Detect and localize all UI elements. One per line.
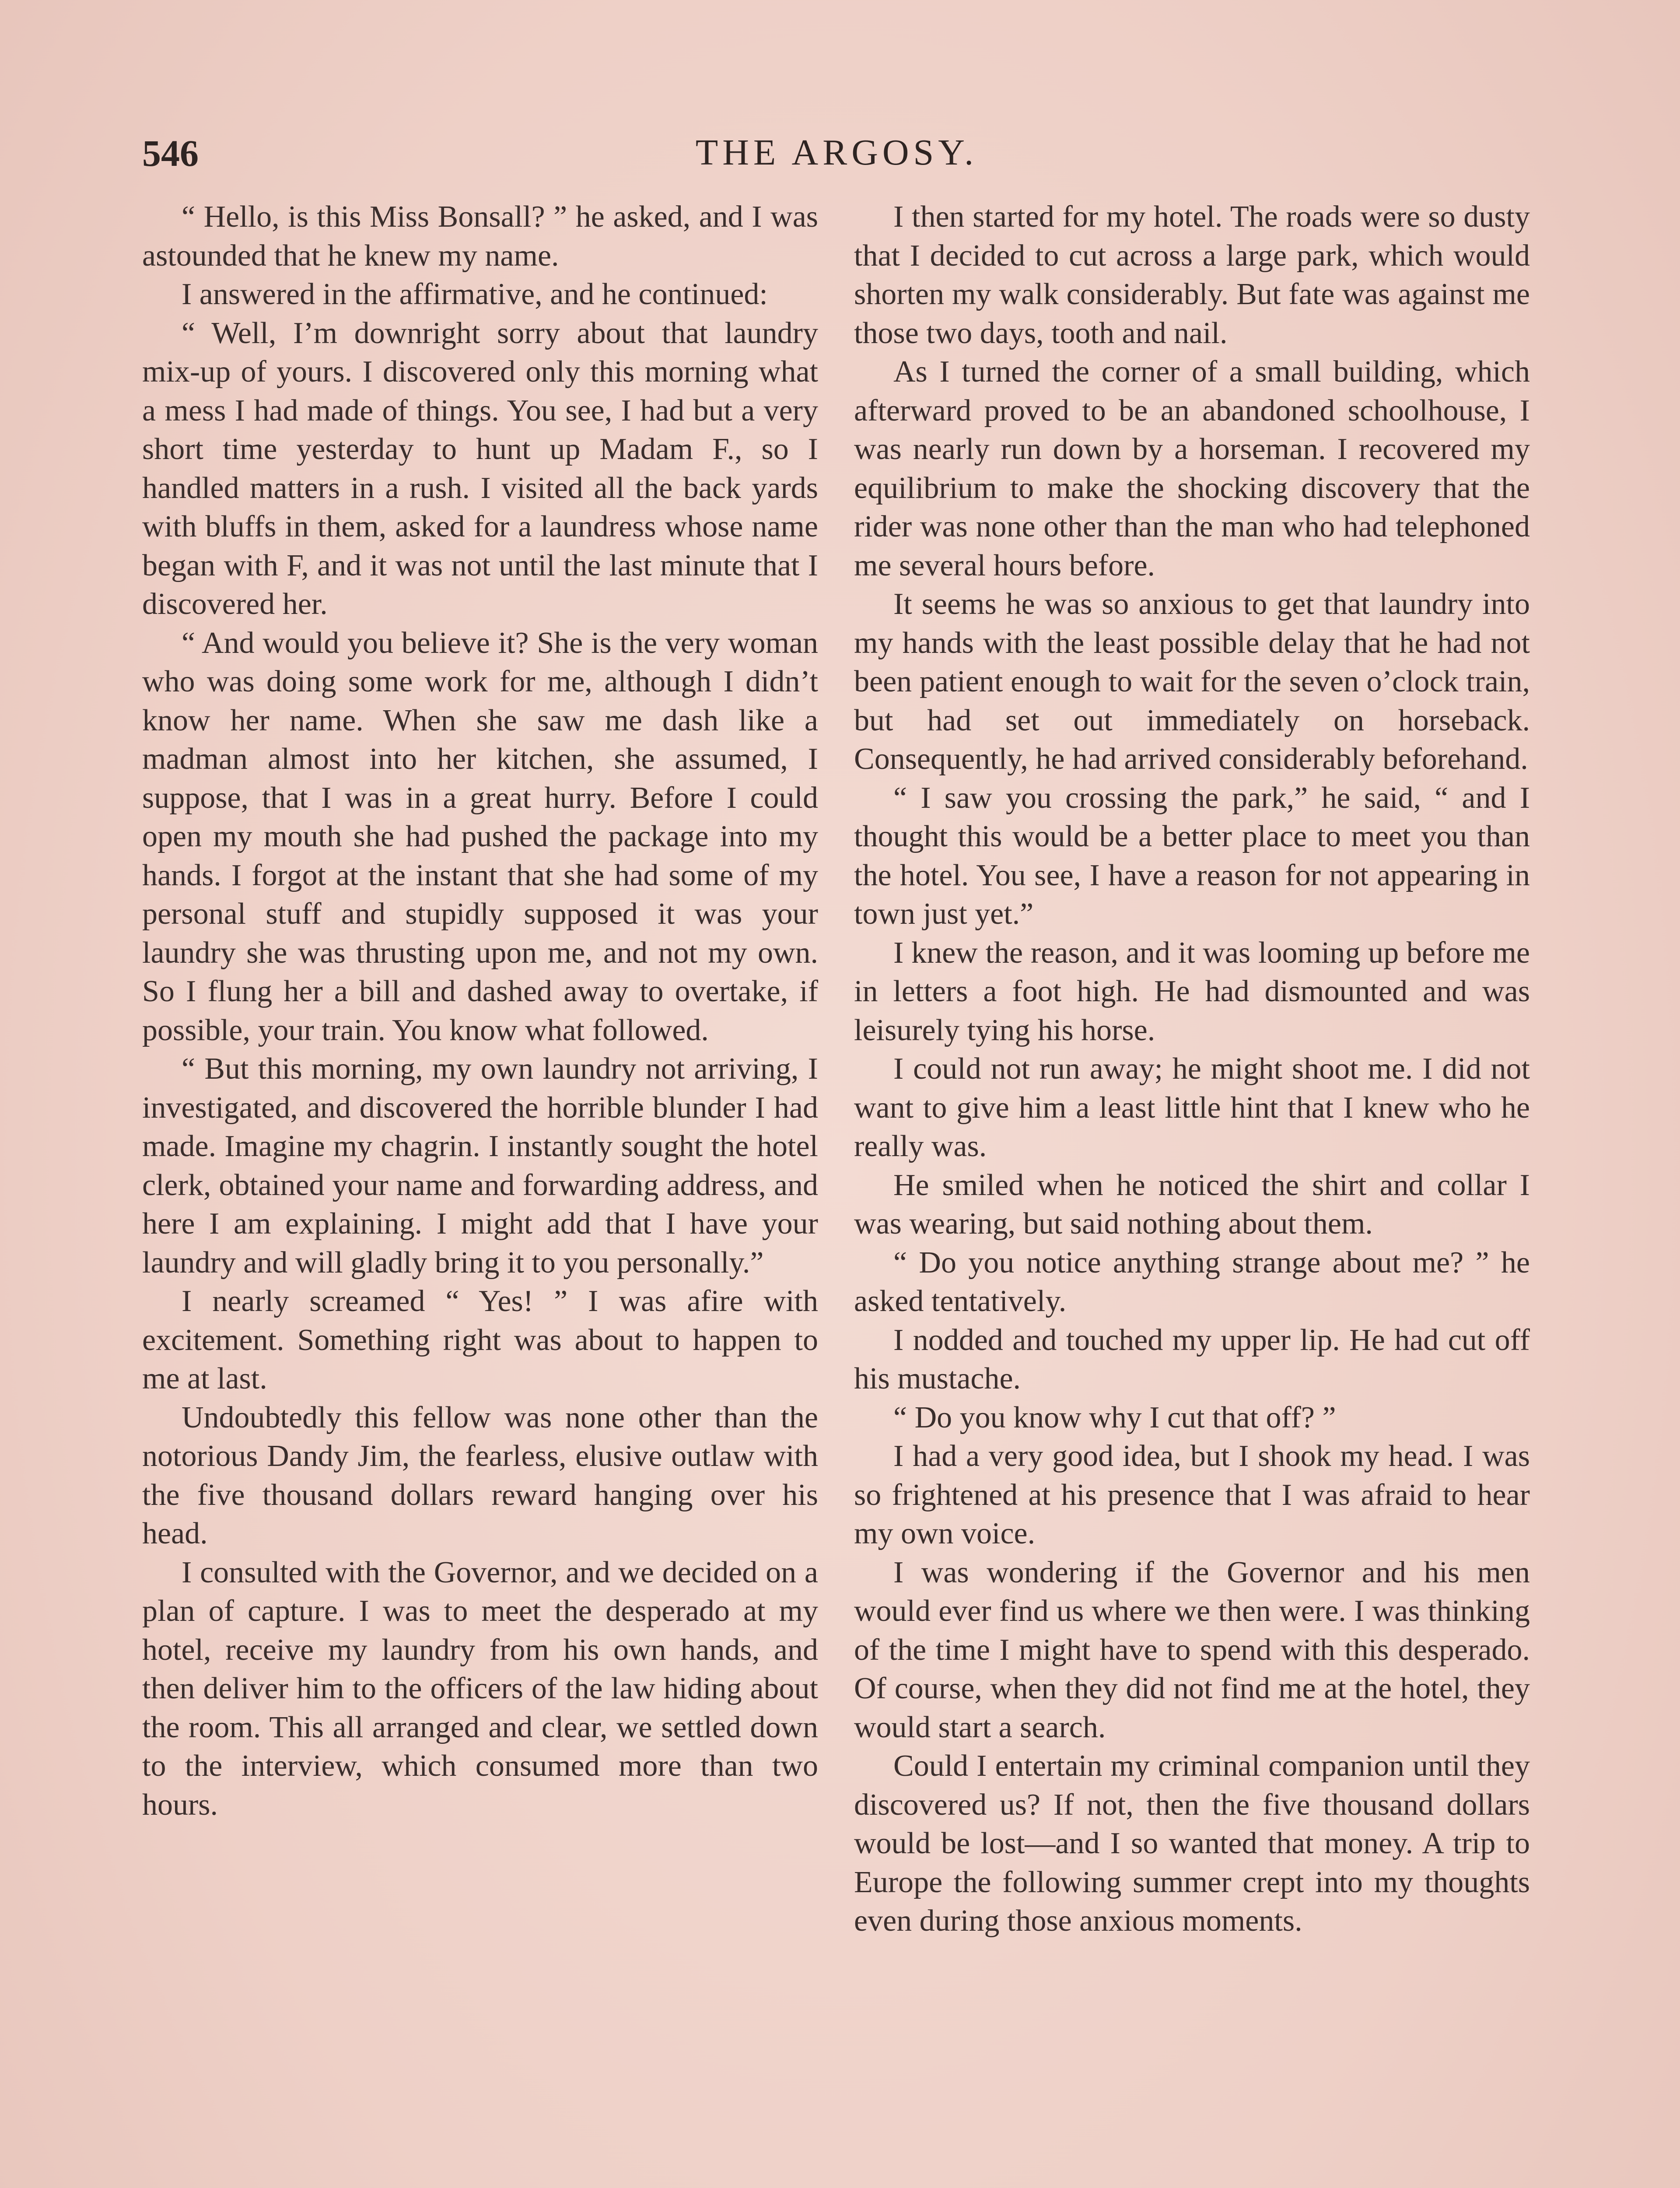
paragraph: “ Do you know why I cut that off? ” <box>893 1400 1336 1434</box>
paragraph: I was wondering if the Governor and his men would ever find us where we then were. I was thinking of the time I might have to spend with this desperado. Of course, when they did not find me at the hotel, they would start a search. <box>854 1555 1530 1744</box>
paragraph: As I turned the corner of a small building, which afterward proved to be an abandoned schoolhouse, I was nearly run down by a horseman. I recovered my equilibrium to make the shocking discovery that the rider was none other than the man who had telephoned me several hours before. <box>854 355 1530 582</box>
running-title: THE ARGOSY. <box>695 132 978 173</box>
paragraph: I nodded and touched my upper lip. He had cut off his mustache. <box>854 1323 1530 1396</box>
paragraph: I could not run away; he might shoot me. I did not want to give him a least little hint that I knew who he really was. <box>854 1052 1530 1163</box>
paragraph: “ And would you believe it? She is the very woman who was doing some work for me, although I didn’t know her name. When she saw me dash like a madman almost into her kitchen, she assumed, I suppose, that I was in a great hurry. Before I could open my mouth she had pushed the package into my hands. I forgot at the instant that she had some of my personal stuff and stupidly supposed it was your laundry she was thrusting upon me, and not my own. So I flung her a bill and dashed away to overtake, if possible, your train. You know what followed. <box>142 626 818 1047</box>
page-header <box>142 131 1531 179</box>
paragraph: I knew the reason, and it was looming up before me in letters a foot high. He had dismounted and was leisurely tying his horse. <box>854 936 1530 1047</box>
paragraph: “ I saw you crossing the park,” he said, “ and I thought this would be a better place to meet you than the hotel. You see, I have a reason for not appearing in town just yet.” <box>854 781 1530 931</box>
paragraph: I had a very good idea, but I shook my head. I was so frightened at his presence that I was afraid to hear my own voice. <box>854 1439 1530 1550</box>
right-column <box>854 198 1530 1941</box>
page-number: 546 <box>142 132 199 174</box>
paragraph: “ But this morning, my own laundry not arriving, I investigated, and discovered the horrible blunder I had made. Imagine my chagrin. I instantly sought the hotel clerk, obtained your name and forwarding address, and here I am explaining. I might add that I have your laundry and will gladly bring it to you personally.” <box>142 1052 818 1280</box>
left-column <box>142 198 818 1824</box>
paragraph: Could I entertain my criminal companion until they discovered us? If not, then the five thousand dollars would be lost—and I so wanted that money. A trip to Europe the following summer crept into my thoughts even during those anxious moments. <box>854 1749 1530 1938</box>
paragraph: Undoubtedly this fellow was none other than the notorious Dandy Jim, the fearless, elusive outlaw with the five thousand dollars reward hanging over his head. <box>142 1400 818 1550</box>
paragraph: It seems he was so anxious to get that laundry into my hands with the least possible delay that he had not been patient enough to wait for the seven o’clock train, but had set out immediately on horseback. Consequently, he had arrived considerably beforehand. <box>854 587 1530 776</box>
paragraph: I answered in the affirmative, and he continued: <box>182 277 768 311</box>
paragraph: “ Hello, is this Miss Bonsall? ” he asked, and I was astounded that he knew my name. <box>142 200 818 273</box>
paragraph: “ Well, I’m downright sorry about that laundry mix-up of yours. I discovered only this morning what a mess I had made of things. You see, I had but a very short time yesterday to hunt up Madam F., so I handled matters in a rush. I visited all the back yards with bluffs in them, asked for a laundress whose name began with F, and it was not until the last minute that I discovered her. <box>142 316 818 621</box>
paragraph: I consulted with the Governor, and we decided on a plan of capture. I was to meet the desperado at my hotel, receive my laundry from his own hands, and then deliver him to the officers of the law hiding about the room. This all arranged and clear, we settled down to the interview, which consumed more than two hours. <box>142 1555 818 1822</box>
paragraph: “ Do you notice anything strange about me? ” he asked tentatively. <box>854 1245 1530 1318</box>
paragraph: I nearly screamed “ Yes! ” I was afire with excitement. Something right was about to happen to me at last. <box>142 1284 818 1396</box>
paragraph: I then started for my hotel. The roads were so dusty that I decided to cut across a large park, which would shorten my walk considerably. But fate was against me those two days, tooth and nail. <box>854 200 1530 350</box>
paragraph: He smiled when he noticed the shirt and collar I was wearing, but said nothing about them. <box>854 1168 1530 1241</box>
